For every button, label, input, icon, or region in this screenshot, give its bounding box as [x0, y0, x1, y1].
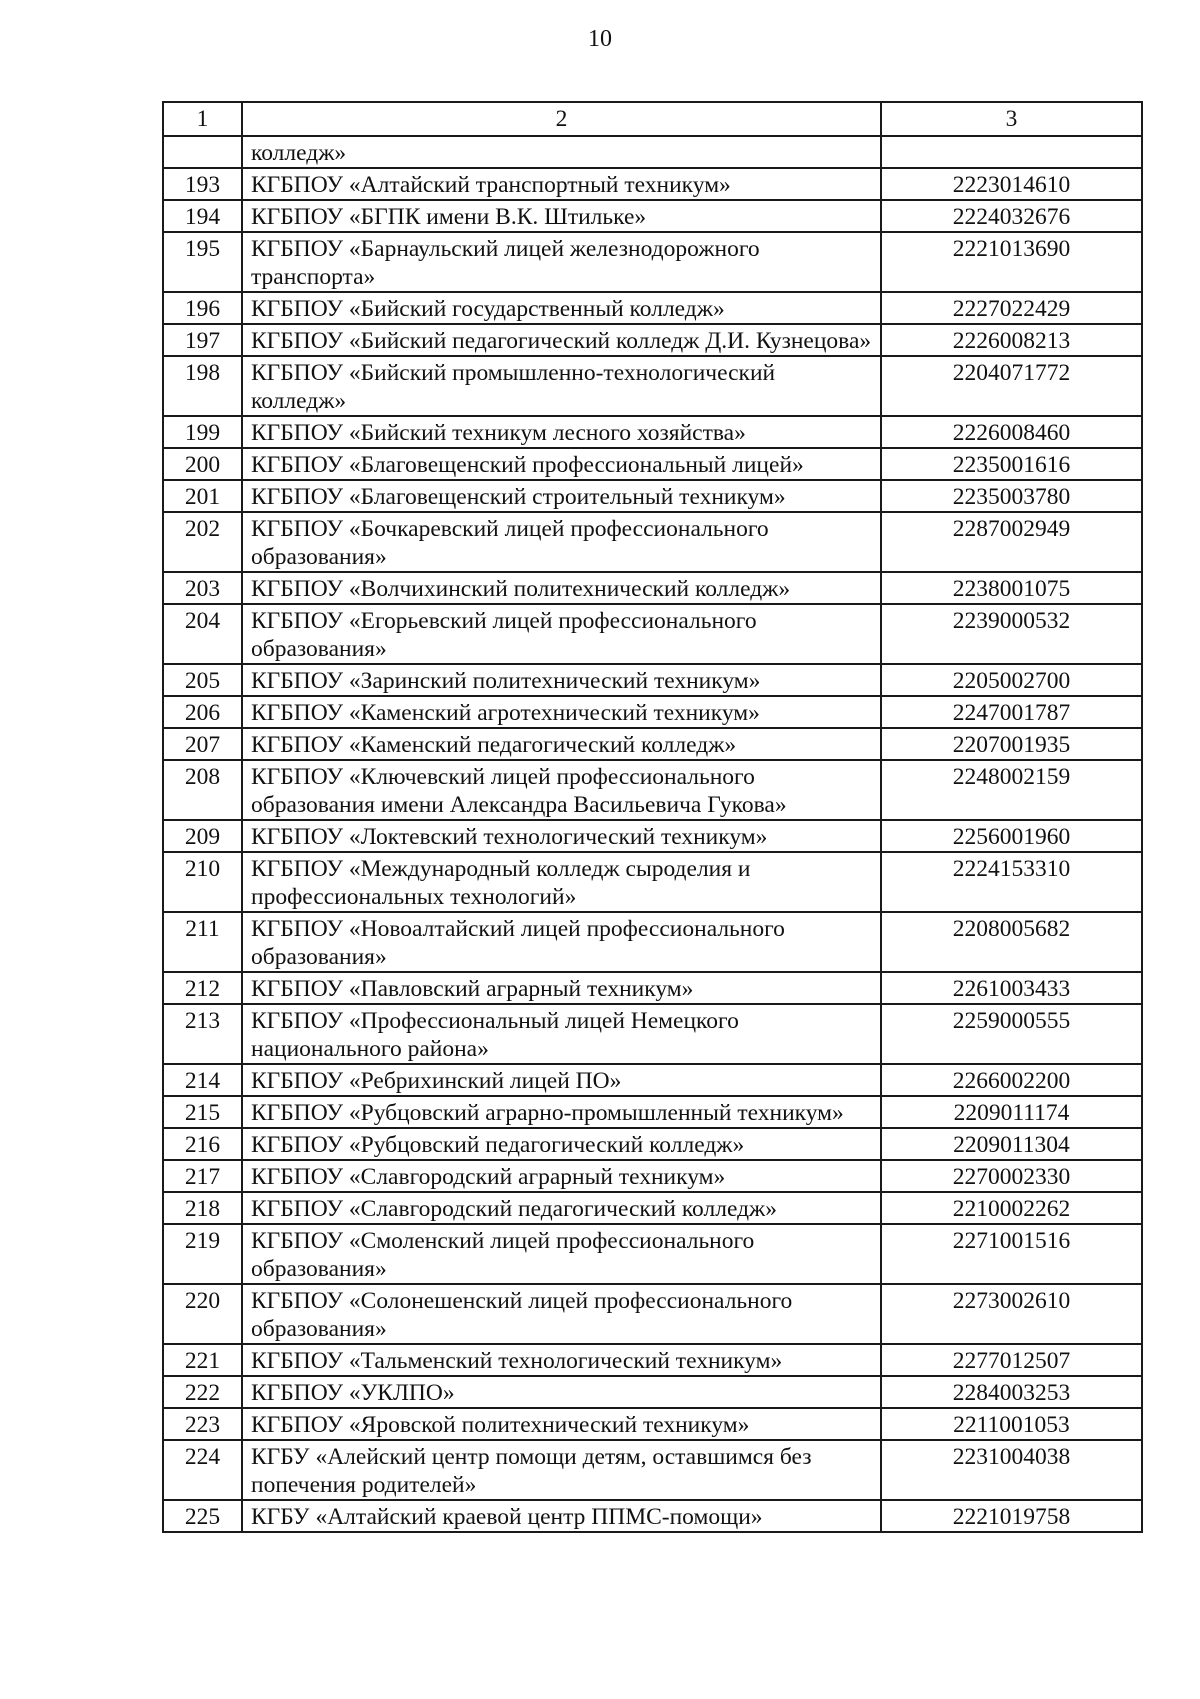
organization-name: КГБПОУ «Тальменский технологический техникум» — [242, 1344, 881, 1376]
table-row — [163, 696, 1142, 728]
inn-code: 2207001935 — [881, 728, 1142, 760]
organization-name: КГБПОУ «Каменский агротехнический техникум» — [242, 696, 881, 728]
inn-code: 2238001075 — [881, 572, 1142, 604]
inn-code: 2271001516 — [881, 1224, 1142, 1284]
inn-code: 2248002159 — [881, 760, 1142, 820]
organization-name: КГБПОУ «Заринский политехнический техникум» — [242, 664, 881, 696]
organization-name: КГБПОУ «Егорьевский лицей профессионального образования» — [242, 604, 881, 664]
inn-code: 2224032676 — [881, 200, 1142, 232]
inn-code: 2209011304 — [881, 1128, 1142, 1160]
row-number: 196 — [163, 292, 242, 324]
row-number: 199 — [163, 416, 242, 448]
table-row — [163, 1440, 1142, 1500]
table-row — [163, 200, 1142, 232]
table-row — [163, 512, 1142, 572]
inn-code: 2277012507 — [881, 1344, 1142, 1376]
row-number: 215 — [163, 1096, 242, 1128]
inn-code: 2226008213 — [881, 324, 1142, 356]
row-number: 197 — [163, 324, 242, 356]
organization-name: КГБПОУ «Новоалтайский лицей профессионального образования» — [242, 912, 881, 972]
row-number: 198 — [163, 356, 242, 416]
row-number: 221 — [163, 1344, 242, 1376]
table-row — [163, 1284, 1142, 1344]
organization-name: КГБПОУ «Рубцовский педагогический колледж» — [242, 1128, 881, 1160]
inn-code: 2209011174 — [881, 1096, 1142, 1128]
inn-code: 2284003253 — [881, 1376, 1142, 1408]
inn-code: 2259000555 — [881, 1004, 1142, 1064]
table-row — [163, 820, 1142, 852]
organization-name: КГБПОУ «Рубцовский аграрно-промышленный техникум» — [242, 1096, 881, 1128]
row-number: 225 — [163, 1500, 242, 1532]
row-number: 220 — [163, 1284, 242, 1344]
inn-code: 2204071772 — [881, 356, 1142, 416]
table-row — [163, 728, 1142, 760]
table-row — [163, 232, 1142, 292]
row-number: 207 — [163, 728, 242, 760]
table-row — [163, 1004, 1142, 1064]
table-row — [163, 912, 1142, 972]
inn-code: 2210002262 — [881, 1192, 1142, 1224]
inn-code: 2256001960 — [881, 820, 1142, 852]
table-row — [163, 324, 1142, 356]
inn-code: 2227022429 — [881, 292, 1142, 324]
inn-code: 2247001787 — [881, 696, 1142, 728]
organization-name: КГБПОУ «Локтевский технологический техникум» — [242, 820, 881, 852]
table-row — [163, 760, 1142, 820]
organization-name: КГБПОУ «Каменский педагогический колледж» — [242, 728, 881, 760]
organization-name: КГБПОУ «Бийский промышленно-технологический колледж» — [242, 356, 881, 416]
organization-name: КГБПОУ «Волчихинский политехнический колледж» — [242, 572, 881, 604]
organization-name: КГБПОУ «Ключевский лицей профессионального образования имени Александра Васильевича Гукова» — [242, 760, 881, 820]
header-row — [163, 102, 1142, 136]
row-number: 204 — [163, 604, 242, 664]
table-row — [163, 1160, 1142, 1192]
table-row — [163, 448, 1142, 480]
organization-name: КГБПОУ «Профессиональный лицей Немецкого национального района» — [242, 1004, 881, 1064]
table-row — [163, 356, 1142, 416]
row-number: 193 — [163, 168, 242, 200]
inn-code: 2270002330 — [881, 1160, 1142, 1192]
row-number: 201 — [163, 480, 242, 512]
table-row — [163, 572, 1142, 604]
row-number: 209 — [163, 820, 242, 852]
row-number: 218 — [163, 1192, 242, 1224]
row-number: 213 — [163, 1004, 242, 1064]
row-number: 216 — [163, 1128, 242, 1160]
inn-code: 2231004038 — [881, 1440, 1142, 1500]
inn-code: 2211001053 — [881, 1408, 1142, 1440]
row-number: 203 — [163, 572, 242, 604]
table-row — [163, 1500, 1142, 1532]
organization-name: КГБПОУ «Бийский техникум лесного хозяйства» — [242, 416, 881, 448]
row-number: 211 — [163, 912, 242, 972]
inn-code: 2223014610 — [881, 168, 1142, 200]
table-row — [163, 480, 1142, 512]
inn-code: 2239000532 — [881, 604, 1142, 664]
inn-code: 2235001616 — [881, 448, 1142, 480]
row-number: 210 — [163, 852, 242, 912]
inn-code: 2205002700 — [881, 664, 1142, 696]
table-row — [163, 136, 1142, 168]
row-number: 194 — [163, 200, 242, 232]
table-row — [163, 1064, 1142, 1096]
row-number: 217 — [163, 1160, 242, 1192]
organization-name: КГБУ «Алейский центр помощи детям, оставшимся без попечения родителей» — [242, 1440, 881, 1500]
row-number: 212 — [163, 972, 242, 1004]
organization-name: КГБПОУ «УКЛПО» — [242, 1376, 881, 1408]
inn-code — [881, 136, 1142, 168]
row-number: 219 — [163, 1224, 242, 1284]
table-row — [163, 1344, 1142, 1376]
organization-name: КГБПОУ «Бочкаревский лицей профессионального образования» — [242, 512, 881, 572]
table-row — [163, 664, 1142, 696]
row-number: 223 — [163, 1408, 242, 1440]
row-number: 202 — [163, 512, 242, 572]
organization-name: КГБПОУ «Благовещенский профессиональный лицей» — [242, 448, 881, 480]
inn-code: 2235003780 — [881, 480, 1142, 512]
table-row — [163, 604, 1142, 664]
column-header-number: 1 — [163, 102, 242, 136]
row-number: 214 — [163, 1064, 242, 1096]
table-row — [163, 852, 1142, 912]
organizations-table — [162, 101, 1143, 1533]
inn-code: 2226008460 — [881, 416, 1142, 448]
row-number: 200 — [163, 448, 242, 480]
organization-name: КГБПОУ «Алтайский транспортный техникум» — [242, 168, 881, 200]
organization-name: КГБПОУ «Смоленский лицей профессионального образования» — [242, 1224, 881, 1284]
row-number — [163, 136, 242, 168]
organization-name: КГБПОУ «Благовещенский строительный техникум» — [242, 480, 881, 512]
inn-code: 2266002200 — [881, 1064, 1142, 1096]
organization-name: КГБПОУ «Павловский аграрный техникум» — [242, 972, 881, 1004]
inn-code: 2224153310 — [881, 852, 1142, 912]
table-row — [163, 292, 1142, 324]
organization-name: КГБПОУ «Бийский государственный колледж» — [242, 292, 881, 324]
inn-code: 2287002949 — [881, 512, 1142, 572]
row-number: 206 — [163, 696, 242, 728]
column-header-name: 2 — [242, 102, 881, 136]
row-number: 195 — [163, 232, 242, 292]
table-row — [163, 168, 1142, 200]
inn-code: 2208005682 — [881, 912, 1142, 972]
page-number: 10 — [588, 26, 612, 52]
table-row — [163, 972, 1142, 1004]
organization-name: КГБПОУ «Славгородский аграрный техникум» — [242, 1160, 881, 1192]
inn-code: 2273002610 — [881, 1284, 1142, 1344]
row-number: 224 — [163, 1440, 242, 1500]
row-number: 205 — [163, 664, 242, 696]
organization-name: КГБПОУ «Бийский педагогический колледж Д.И. Кузнецова» — [242, 324, 881, 356]
row-number: 208 — [163, 760, 242, 820]
organization-name: КГБПОУ «Ребрихинский лицей ПО» — [242, 1064, 881, 1096]
table-row — [163, 1224, 1142, 1284]
table-row — [163, 1192, 1142, 1224]
table-row — [163, 416, 1142, 448]
organization-name: КГБПОУ «Славгородский педагогический колледж» — [242, 1192, 881, 1224]
table-row — [163, 1408, 1142, 1440]
inn-code: 2221019758 — [881, 1500, 1142, 1532]
inn-code: 2221013690 — [881, 232, 1142, 292]
table-row — [163, 1376, 1142, 1408]
organization-name: КГБПОУ «Международный колледж сыроделия и профессиональных технологий» — [242, 852, 881, 912]
organization-name: КГБУ «Алтайский краевой центр ППМС-помощи» — [242, 1500, 881, 1532]
organization-name: КГБПОУ «Солонешенский лицей профессионального образования» — [242, 1284, 881, 1344]
row-number: 222 — [163, 1376, 242, 1408]
table-row — [163, 1096, 1142, 1128]
organization-name: колледж» — [242, 136, 881, 168]
table-row — [163, 1128, 1142, 1160]
organization-name: КГБПОУ «Яровской политехнический техникум» — [242, 1408, 881, 1440]
organization-name: КГБПОУ «Барнаульский лицей железнодорожного транспорта» — [242, 232, 881, 292]
column-header-inn: 3 — [881, 102, 1142, 136]
inn-code: 2261003433 — [881, 972, 1142, 1004]
organization-name: КГБПОУ «БГПК имени В.К. Штильке» — [242, 200, 881, 232]
